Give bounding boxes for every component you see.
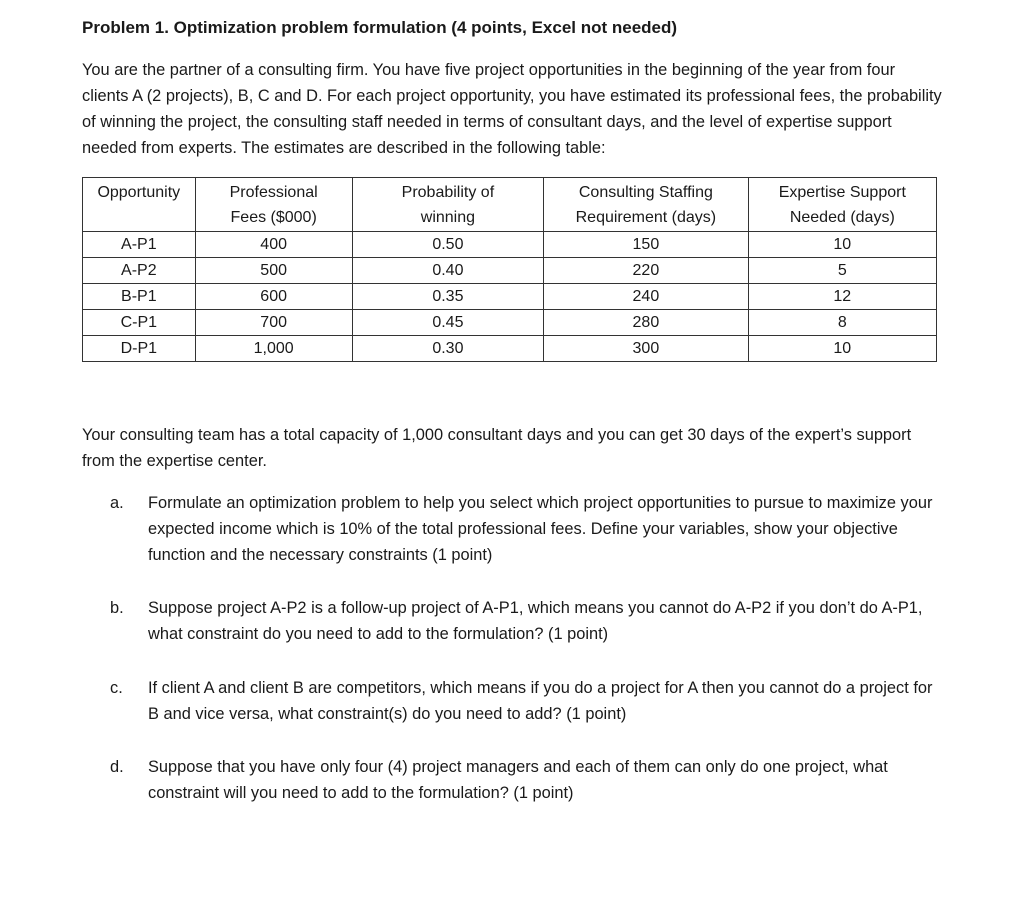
cell-probability: 0.35 <box>352 284 543 310</box>
question-letter: a. <box>110 494 124 512</box>
header-line: Requirement (days) <box>575 209 717 226</box>
header-line: Opportunity <box>97 184 181 201</box>
header-line: Professional <box>229 184 318 201</box>
intro-paragraph: You are the partner of a consulting firm. You have five project opportunities in the beginning of the year from four clients A (2 projects), B, C and D. For each project opportunity, you have estimated its professional fees, the probability of winning the project, the consulting staff needed in terms of consultant days, and the level of expertise support needed from experts. The estimates are described in the following table: <box>82 61 942 157</box>
cell-opportunity: D-P1 <box>83 336 196 362</box>
question-d <box>110 754 940 806</box>
header-line: Fees ($000) <box>230 209 317 226</box>
capacity-paragraph: Your consulting team has a total capacity of 1,000 consultant days and you can get 30 days of the expert’s support from the expertise center. <box>82 426 912 470</box>
header-line: winning <box>420 209 476 226</box>
header-line: Consulting Staffing <box>578 184 713 201</box>
question-letter: d. <box>110 758 124 776</box>
cell-fees: 500 <box>195 258 352 284</box>
question-text: Suppose that you have only four (4) project managers and each of them can only do one project, what constraint will you need to add to the formulation? (1 point) <box>148 758 888 802</box>
cell-staffing: 300 <box>544 336 748 362</box>
header-line: Expertise Support <box>778 184 906 201</box>
cell-probability: 0.45 <box>352 310 543 336</box>
cell-opportunity: C-P1 <box>83 310 196 336</box>
cell-expertise: 5 <box>748 258 936 284</box>
question-c <box>110 675 940 727</box>
cell-probability: 0.50 <box>352 232 543 258</box>
estimates-table-wrap <box>82 177 942 362</box>
cell-fees: 400 <box>195 232 352 258</box>
cell-expertise: 10 <box>748 232 936 258</box>
question-text: If client A and client B are competitors, which means if you do a project for A then you cannot do a project for B and vice versa, what constraint(s) do you need to add? (1 point) <box>148 679 933 723</box>
cell-staffing: 280 <box>544 310 748 336</box>
header-opportunity <box>83 178 196 232</box>
table-row <box>83 336 937 362</box>
cell-fees: 700 <box>195 310 352 336</box>
header-expertise <box>748 178 936 232</box>
problem-title: Problem 1. Optimization problem formulation (4 points, Excel not needed) <box>82 18 678 37</box>
question-letter: b. <box>110 599 124 617</box>
cell-fees: 1,000 <box>195 336 352 362</box>
table-row <box>83 310 937 336</box>
table-row <box>83 232 937 258</box>
cell-staffing: 220 <box>544 258 748 284</box>
cell-expertise: 12 <box>748 284 936 310</box>
header-line: Probability of <box>401 184 495 201</box>
document-page <box>82 16 942 802</box>
question-text: Formulate an optimization problem to help you select which project opportunities to pursue to maximize your expected income which is 10% of the total professional fees. Define your variables, show your objective function and the necessary constraints (1 point) <box>148 494 933 564</box>
estimates-table <box>82 177 937 362</box>
cell-fees: 600 <box>195 284 352 310</box>
cell-expertise: 8 <box>748 310 936 336</box>
header-professional-fees <box>195 178 352 232</box>
cell-probability: 0.40 <box>352 258 543 284</box>
table-row <box>83 258 937 284</box>
question-letter: c. <box>110 679 123 697</box>
cell-expertise: 10 <box>748 336 936 362</box>
cell-opportunity: A-P1 <box>83 232 196 258</box>
cell-staffing: 150 <box>544 232 748 258</box>
question-text: Suppose project A-P2 is a follow-up project of A-P1, which means you cannot do A-P2 if you don’t do A-P1, what constraint do you need to add to the formulation? (1 point) <box>148 599 923 643</box>
cell-probability: 0.30 <box>352 336 543 362</box>
cell-opportunity: A-P2 <box>83 258 196 284</box>
header-probability <box>352 178 543 232</box>
header-line: Needed (days) <box>789 209 895 226</box>
cell-staffing: 240 <box>544 284 748 310</box>
cell-opportunity: B-P1 <box>83 284 196 310</box>
table-row <box>83 284 937 310</box>
question-a <box>110 490 940 568</box>
header-staffing <box>544 178 748 232</box>
table-header-row <box>83 178 937 232</box>
question-b <box>110 595 940 647</box>
